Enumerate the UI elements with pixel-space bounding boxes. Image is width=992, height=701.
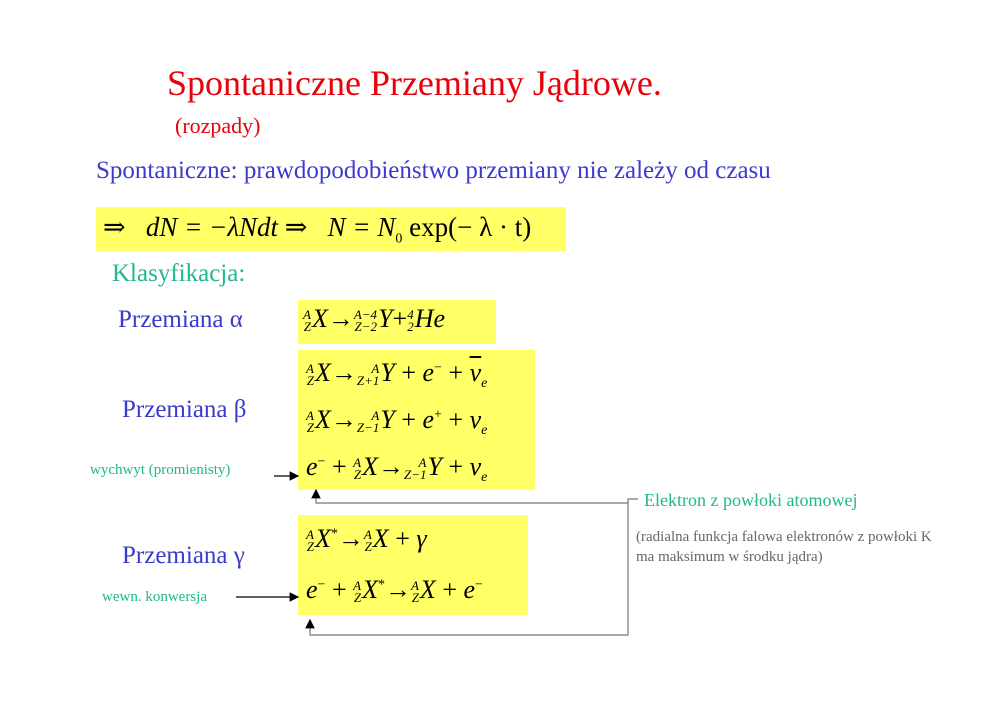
beta-label: Przemiana β xyxy=(122,396,247,423)
note-heading: Elektron z powłoki atomowej xyxy=(644,490,858,510)
page-title: Spontaniczne Przemiany Jądrowe. xyxy=(167,63,662,103)
beta-plus-equation: A Z X→ A Z−1 $Y + e^+ + \nu_e$ xyxy=(306,405,488,439)
beta-minus-equation: A Z X→ A Z+1 $Y + e^- + \overline{\nu}_e$ xyxy=(306,358,488,392)
capture-label: wychwyt (promienisty) xyxy=(90,462,231,478)
electron-link-upper xyxy=(316,490,638,503)
internal-conversion-equation: e− + A Z X*→ A Z X + e− xyxy=(306,575,483,606)
note-body: (radialna funkcja falowa elektronów z powłoki K ma maksimum w środku jądra) xyxy=(636,529,932,565)
page-subtitle: (rozpady) xyxy=(175,113,261,138)
main-formula: ⇒ dN = −λNdt ⇒ $N = N_0$ exp(− λ · t) xyxy=(103,212,532,247)
gamma-equation: A Z X*→ A Z X + γ xyxy=(306,524,427,555)
definition-text: Spontaniczne: prawdopodobieństwo przemiany nie zależy od czasu xyxy=(96,157,771,184)
electron-capture-equation: e− + A Z X→ A Z−1 $Y + \nu_e$ xyxy=(306,452,488,486)
gamma-label: Przemiana γ xyxy=(122,542,245,569)
electron-link-lower xyxy=(310,503,628,635)
alpha-label: Przemiana α xyxy=(118,306,243,333)
conversion-label: wewn. konwersja xyxy=(102,589,207,605)
classification-label: Klasyfikacja: xyxy=(112,260,246,287)
alpha-equation: A Z X→ A−4 Z−2 Y+ 4 2 He xyxy=(303,304,446,335)
